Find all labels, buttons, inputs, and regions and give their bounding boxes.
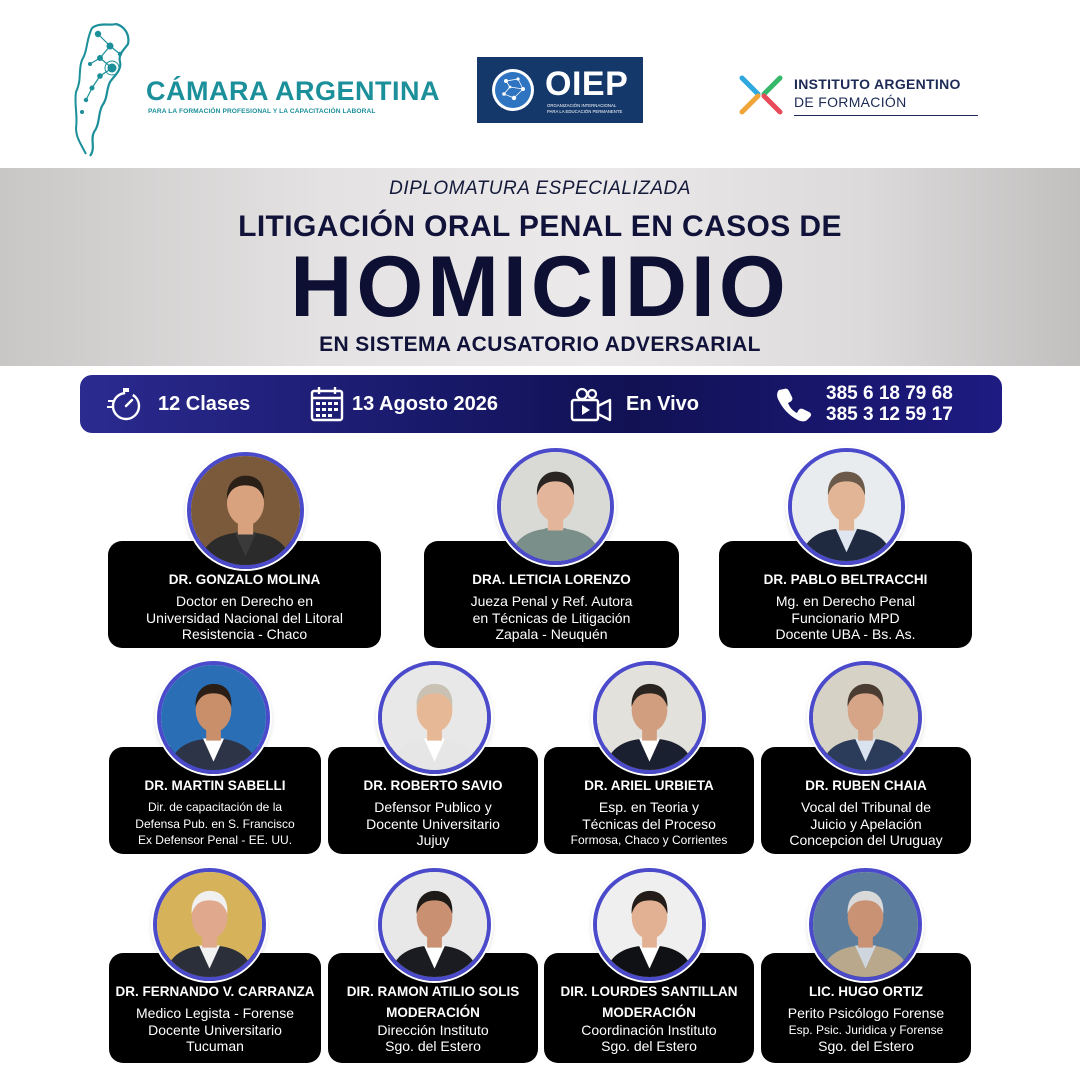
phone-number-1[interactable]: 385 6 18 79 68 — [826, 383, 953, 404]
portrait-icon — [813, 872, 918, 977]
classes-info — [106, 375, 250, 433]
speaker-photo — [157, 661, 270, 774]
speaker-photo — [187, 452, 304, 569]
speaker-description-line: Zapala - Neuquén — [495, 626, 608, 642]
mode-info — [570, 375, 699, 433]
portrait-icon — [813, 665, 918, 770]
speaker-name: DR. GONZALO MOLINA — [168, 572, 321, 587]
portrait-icon — [382, 872, 487, 977]
speaker-description-line: Esp. Psic. Juridica y Forense — [788, 1022, 944, 1037]
speaker-description-line: Sgo. del Estero — [601, 1038, 697, 1054]
speaker-description-line: Jujuy — [416, 832, 450, 848]
speaker-description-line: Vocal del Tribunal de — [801, 799, 931, 815]
phone-info[interactable] — [776, 375, 953, 433]
speaker-name: DIR. LOURDES SANTILLAN — [560, 984, 738, 999]
phone-numbers — [826, 383, 953, 425]
portrait-icon — [792, 452, 901, 561]
portrait-icon — [597, 872, 702, 977]
speaker-description-line: Sgo. del Estero — [818, 1038, 914, 1054]
title-line-3: EN SISTEMA ACUSATORIO ADVERSARIAL — [319, 333, 761, 356]
speaker-photo — [593, 661, 706, 774]
oiep-logo — [477, 57, 643, 123]
instituto-argentino-logo — [738, 72, 983, 122]
speaker-name: DR. FERNANDO V. CARRANZA — [115, 984, 315, 999]
title-band — [0, 168, 1080, 366]
speaker-description-line: Defensor Publico y — [374, 799, 492, 815]
speaker-name: LIC. HUGO ORTIZ — [809, 984, 923, 999]
speaker-description-line: MODERACIÓN — [602, 1005, 696, 1020]
speaker-name: DR. ARIEL URBIETA — [584, 778, 714, 793]
speaker-description-line: Formosa, Chaco y Corrientes — [570, 833, 728, 847]
speaker-description-line: Sgo. del Estero — [385, 1038, 481, 1054]
classes-label: 12 Clases — [158, 392, 251, 415]
camara-name: CÁMARA ARGENTINA — [146, 76, 440, 106]
speaker-name: DR. PABLO BELTRACCHI — [763, 572, 928, 587]
speaker-description-line: en Técnicas de Litigación — [472, 609, 631, 626]
info-bar — [80, 375, 1002, 433]
date-label: 13 Agosto 2026 — [352, 392, 498, 415]
cross-arrows-icon — [738, 72, 784, 118]
speaker-description-line: Doctor en Derecho en — [176, 593, 313, 609]
stopwatch-icon — [106, 385, 144, 423]
speaker-description-line: Defensa Pub. en S. Francisco — [135, 816, 295, 831]
speaker-photo — [378, 661, 491, 774]
speaker-description-line: Esp. en Teoria y — [598, 799, 700, 815]
speaker-photo — [809, 661, 922, 774]
oiep-subtitle-2: PARA LA EDUCACIÓN PERMANENTE — [547, 109, 623, 114]
speaker-description-line: Tucuman — [186, 1038, 244, 1054]
portrait-icon — [157, 872, 262, 977]
speaker-description-line: Dirección Instituto — [377, 1021, 489, 1038]
speaker-description-line: Coordinación Instituto — [581, 1021, 717, 1038]
phone-icon — [776, 386, 812, 422]
speaker-photo — [593, 868, 706, 981]
oiep-name: OIEP — [545, 65, 629, 103]
speaker-description-line: Mg. en Derecho Penal — [775, 593, 916, 609]
speaker-name: DRA. LETICIA LORENZO — [472, 572, 631, 587]
speaker-description-line: Docente Universitario — [366, 815, 500, 832]
phone-number-2[interactable]: 385 3 12 59 17 — [826, 404, 953, 425]
speaker-description-line: Funcionario MPD — [791, 609, 900, 626]
calendar-icon — [310, 386, 344, 422]
speaker-description-line: Perito Psicólogo Forense — [787, 1005, 945, 1021]
portrait-icon — [382, 665, 487, 770]
speaker-description-line: Docente Universitario — [148, 1021, 282, 1038]
speaker-description-line: Técnicas del Proceso — [582, 815, 716, 832]
speaker-name: DR. MARTIN SABELLI — [144, 778, 286, 793]
speaker-photo — [153, 868, 266, 981]
portrait-icon — [501, 452, 610, 561]
speaker-photo — [809, 868, 922, 981]
portrait-icon — [161, 665, 266, 770]
argentina-map-icon — [70, 20, 145, 165]
oiep-subtitle-1: ORGANIZACIÓN INTERNACIONAL — [547, 103, 617, 108]
camara-argentina-logo — [70, 20, 440, 165]
speaker-description-line: Concepcion del Uruguay — [789, 832, 943, 848]
portrait-icon — [191, 456, 300, 565]
title-line-1: LITIGACIÓN ORAL PENAL EN CASOS DE — [238, 210, 842, 243]
speaker-description-line: Universidad Nacional del Litoral — [146, 609, 343, 626]
speaker-description-line: Juicio y Apelación — [810, 815, 922, 832]
speaker-description-line: Resistencia - Chaco — [181, 626, 308, 642]
globe-icon — [490, 67, 536, 113]
speaker-description-line: Medico Legista - Forense — [136, 1005, 294, 1021]
mode-label: En Vivo — [626, 392, 699, 415]
speaker-name: DR. RUBEN CHAIA — [805, 778, 927, 793]
speaker-photo — [788, 448, 905, 565]
video-camera-icon — [570, 386, 612, 422]
kicker: DIPLOMATURA ESPECIALIZADA — [389, 178, 691, 199]
header-logos — [0, 0, 1080, 168]
speaker-description-line: MODERACIÓN — [386, 1005, 480, 1020]
instituto-line-2: DE FORMACIÓN — [794, 94, 907, 110]
speaker-name: DIR. RAMON ATILIO SOLIS — [346, 984, 520, 999]
speaker-photo — [378, 868, 491, 981]
instituto-rule — [794, 115, 978, 116]
camara-subtitle: PARA LA FORMACIÓN PROFESIONAL Y LA CAPACITACIÓN LABORAL — [148, 108, 376, 115]
speaker-description-line: Jueza Penal y Ref. Autora — [470, 593, 633, 609]
title-main: HOMICIDIO — [290, 239, 790, 335]
speaker-description-line: Dir. de capacitación de la — [147, 800, 283, 814]
portrait-icon — [597, 665, 702, 770]
speaker-photo — [497, 448, 614, 565]
date-info — [310, 375, 498, 433]
speaker-name: DR. ROBERTO SAVIO — [363, 778, 503, 793]
speaker-description-line: Ex Defensor Penal - EE. UU. — [137, 833, 293, 847]
instituto-line-1: INSTITUTO ARGENTINO — [794, 76, 961, 92]
speaker-description-line: Docente UBA - Bs. As. — [775, 626, 916, 642]
